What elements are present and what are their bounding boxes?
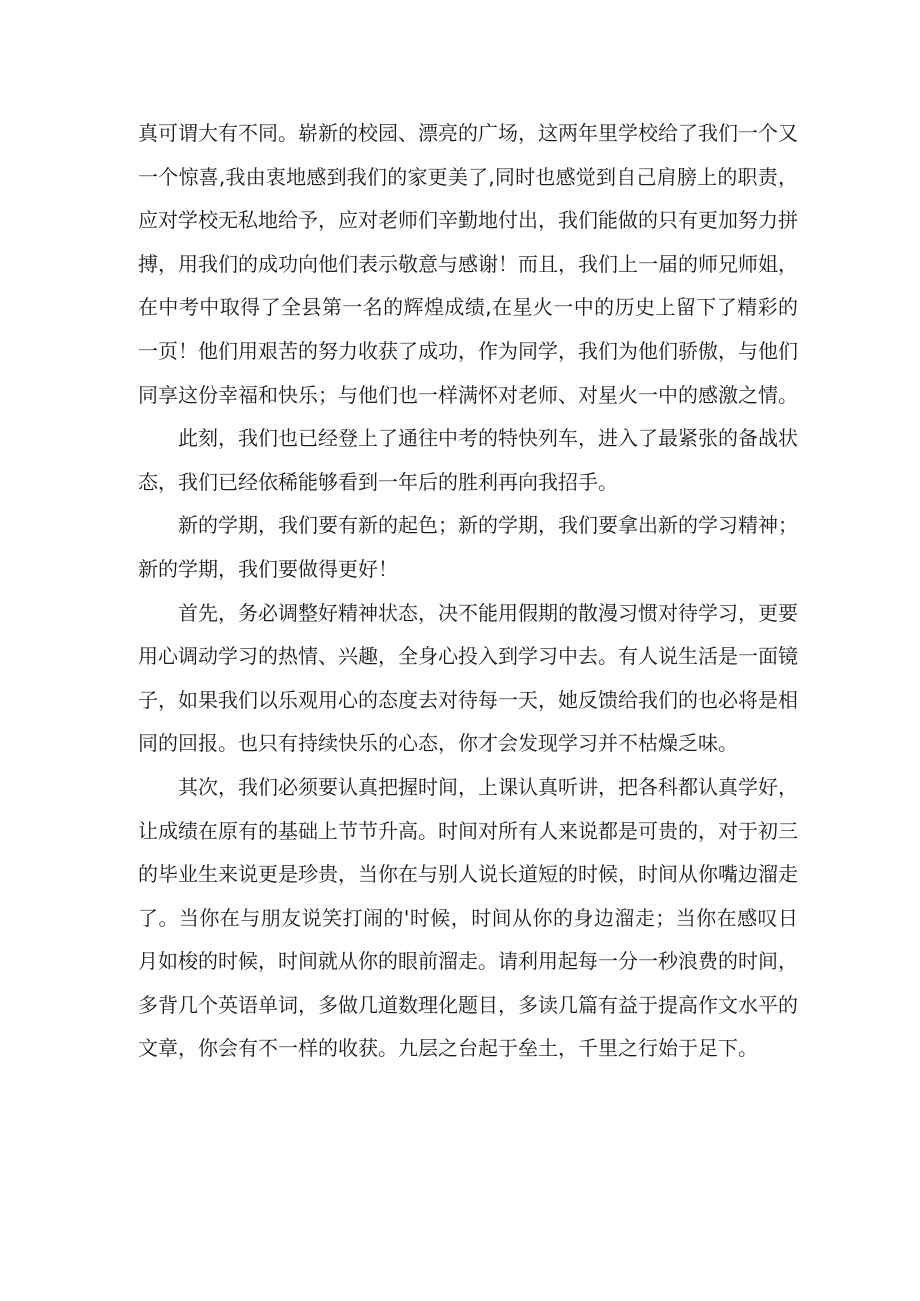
paragraph-5: 其次，我们必须要认真把握时间，上课认真听讲，把各科都认真学好，让成绩在原有的基础上节节升高。时间对所有人来说都是可贵的，对于初三的毕业生来说更是珍贵，当你在与别人说长道短的时候，时间从你嘴边溜走了。当你在与朋友说笑打闹的'时候，时间从你的身边溜走；当你在感叹日月如梭的时候，时间就从你的眼前溜走。请利用起每一分一秒浪费的时间，多背几个英语单词，多做几道数理化题目，多读几篇有益于提高作文水平的文章，你会有不一样的收获。九层之台起于垒土，千里之行始于足下。 bbox=[138, 774, 798, 1061]
paragraph-1: 真可谓大有不同。崭新的校园、漂亮的广场，这两年里学校给了我们一个又一个惊喜,我由衷地感到我们的家更美了,同时也感觉到自己肩膀上的职责，应对学校无私地给予，应对老师们辛勤地付出，我们能做的只有更加努力拼搏，用我们的成功向他们表示敬意与感谢！而且，我们上一届的师兄师姐，在中考中取得了全县第一名的辉煌成绩,在星火一中的历史上留下了精彩的一页！他们用艰苦的努力收获了成功，作为同学，我们为他们骄傲，与他们同享这份幸福和快乐；与他们也一样满怀对老师、对星火一中的感激之情。 bbox=[138, 121, 798, 407]
paragraph-2: 此刻，我们也已经登上了通往中考的特快列车，进入了最紧张的备战状态，我们已经依稀能够看到一年后的胜利再向我招手。 bbox=[138, 426, 798, 494]
paragraph-4: 首先，务必调整好精神状态，决不能用假期的散漫习惯对待学习，更要用心调动学习的热情、兴趣，全身心投入到学习中去。有人说生活是一面镜子，如果我们以乐观用心的态度去对待每一天，她反馈给我们的也必将是相同的回报。也只有持续快乐的心态，你才会发现学习并不枯燥乏味。 bbox=[138, 600, 798, 756]
document-body bbox=[138, 112, 798, 1071]
paragraph-3: 新的学期，我们要有新的起色；新的学期，我们要拿出新的学习精神；新的学期，我们要做得更好！ bbox=[138, 513, 798, 581]
